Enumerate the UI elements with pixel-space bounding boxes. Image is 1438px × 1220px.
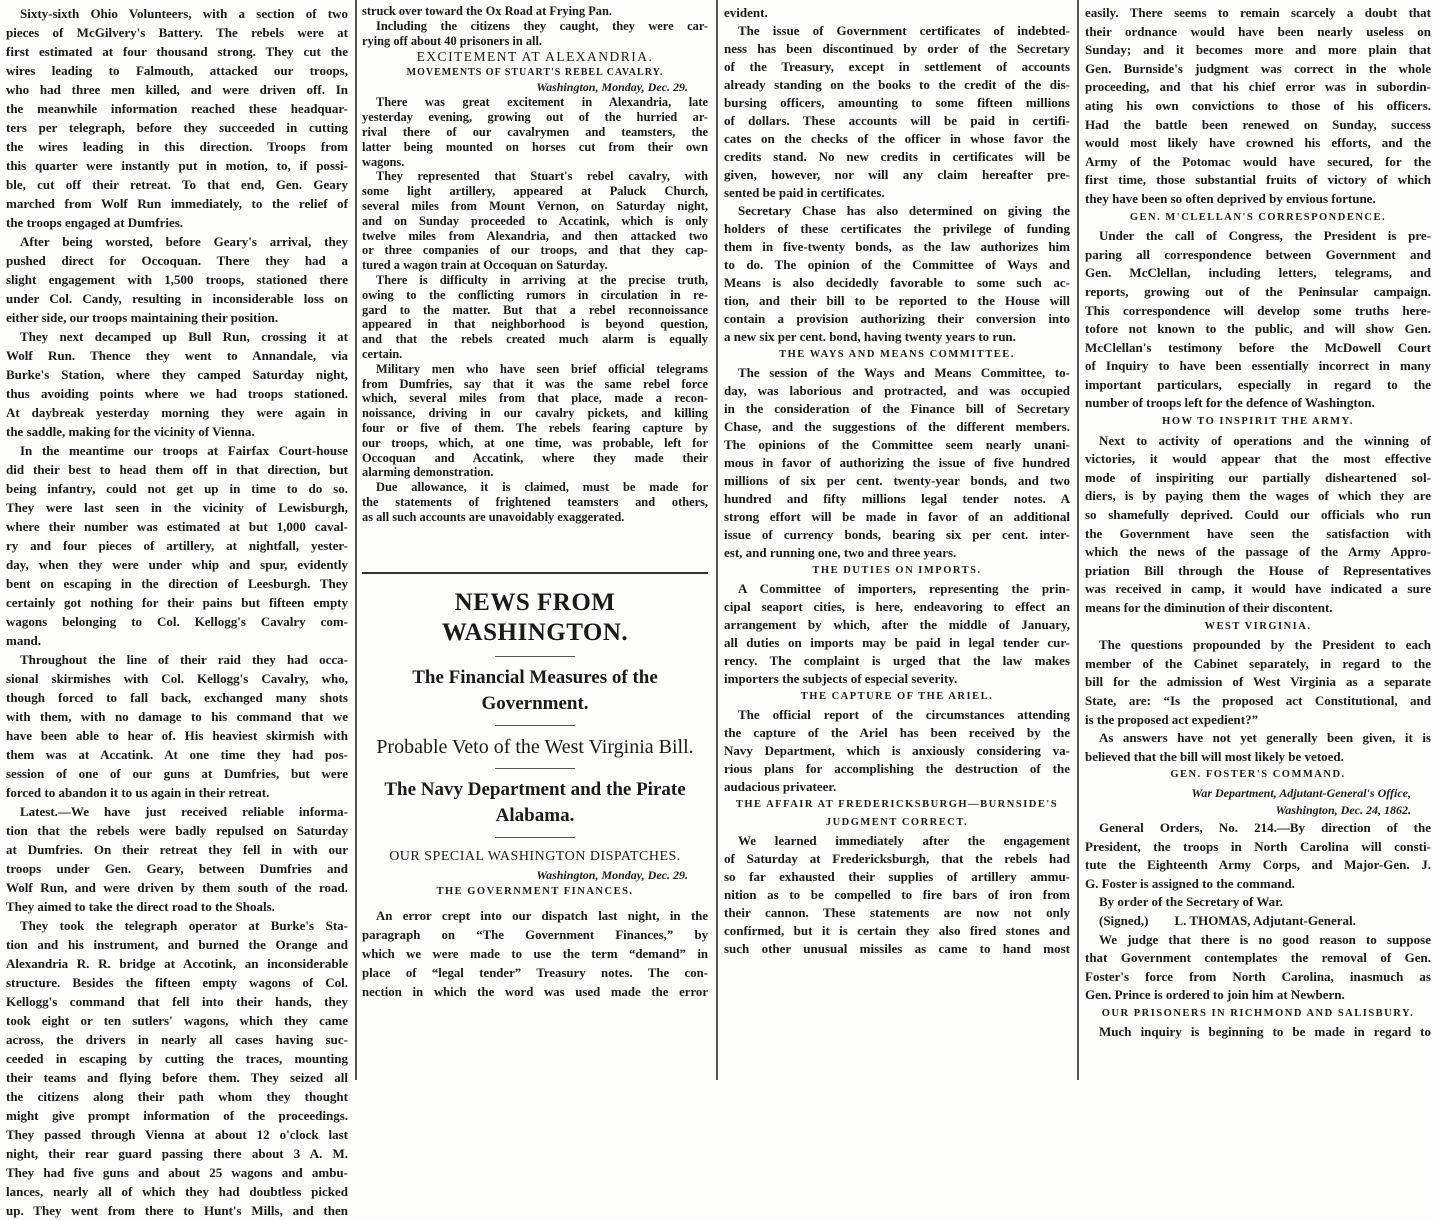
dateline: Washington, Monday, Dec. 29. bbox=[536, 868, 688, 882]
text-line: The questions propounded by the President to each bbox=[1099, 637, 1431, 653]
text-line: wagons belonging to Col. Kellogg's Cavalry com- bbox=[6, 614, 348, 629]
subheading: GEN. FOSTER'S COMMAND. bbox=[1170, 769, 1346, 781]
text-line: latter being mounted on horses cut from their own bbox=[362, 139, 708, 154]
text-line: tute the Eighteenth Army Corps, and Major-Gen. J. bbox=[1085, 857, 1431, 873]
text-line: ating his own convictions to those of his officers. bbox=[1085, 97, 1431, 113]
dateline: War Department, Adjutant-General's Office, bbox=[1191, 785, 1411, 800]
text-line: and that the rebels created much alarm is equally bbox=[362, 332, 708, 347]
text-line: issue of currency bonds, bearing six per cent. inter- bbox=[724, 527, 1070, 542]
paragraph bbox=[1085, 432, 1431, 618]
text-line: Throughout the line of their raid they had occa- bbox=[20, 652, 348, 667]
text-line: which the news of the passage of the Army Appro- bbox=[1085, 544, 1431, 560]
text-line: already standing on the books to the credit of the dis- bbox=[724, 77, 1070, 92]
subheading: JUDGMENT CORRECT. bbox=[825, 817, 969, 828]
paragraph bbox=[362, 907, 708, 1002]
text-line: where their number was estimated at but 1,000 caval- bbox=[6, 519, 348, 534]
text-line: have been able to hear of. His heaviest skirmish with bbox=[6, 728, 348, 743]
text-line: to do. The opinion of the Committee of Ways and bbox=[724, 257, 1070, 272]
text-line: wires leading to Falmouth, attacked our troops, bbox=[6, 63, 348, 78]
text-line: important particulars, especially in regard to the bbox=[1085, 376, 1431, 392]
text-line: their cannon. These statements are now not only bbox=[724, 905, 1070, 920]
paragraph bbox=[362, 273, 708, 362]
text-line: After being worsted, before Geary's arrival, they bbox=[20, 234, 348, 249]
text-line: rival there of our cavalrymen and teamsters, the bbox=[362, 124, 708, 139]
text-line: the capture of the Ariel has been received by the bbox=[724, 725, 1070, 740]
text-line: strong effort will be made in favor of an additional bbox=[724, 509, 1070, 524]
text-line: with them, with no damage to his command that we bbox=[6, 709, 348, 724]
text-line: up. They went from there to Hunt's Mills, and then bbox=[6, 1203, 348, 1218]
text-line: appeared in that neighborhood is beyond question, bbox=[362, 317, 708, 332]
text-line: sional skirmishes with Col. Kellogg's Cavalry, who, bbox=[6, 671, 348, 686]
paragraph bbox=[724, 706, 1070, 796]
paragraph bbox=[1085, 1023, 1431, 1042]
text-line: We learned immediately after the engagement bbox=[738, 833, 1070, 848]
subheading: OUR PRISONERS IN RICHMOND AND SALISBURY. bbox=[1101, 1007, 1415, 1019]
text-line: so far exhausted their supplies of artillery ammu- bbox=[724, 869, 1070, 884]
text-line: Much inquiry is beginning to be made in regard to bbox=[1099, 1024, 1431, 1040]
text-line: thus avoiding points where we had troops stationed. bbox=[6, 386, 348, 401]
text-line: ters per telegraph, before they succeeded in cutting bbox=[6, 120, 348, 135]
text-line: By order of the Secretary of War. bbox=[1099, 894, 1284, 910]
text-line: rious plans for accomplishing the destruction of the bbox=[724, 761, 1070, 776]
text-line: day, was laborious and protracted, and was occupied bbox=[724, 383, 1070, 398]
text-line: proceeding, and that his chief error was in subordin- bbox=[1085, 79, 1431, 95]
text-line: Gen. Burnside's judgment was correct in the whole bbox=[1085, 60, 1431, 76]
paragraph bbox=[6, 916, 348, 1220]
subheading: WEST VIRGINIA. bbox=[1204, 620, 1312, 632]
text-line: bent on escaping in the direction of Leesburgh. They bbox=[6, 576, 348, 591]
paragraph bbox=[6, 802, 348, 916]
text-line: of the Treasury, except in settlement of accounts bbox=[724, 59, 1070, 74]
text-line: night, their rear guard passing there about 3 A. M. bbox=[6, 1146, 348, 1161]
text-line: the statements of frightened teamsters and others, bbox=[362, 494, 708, 509]
text-line: pushed direct for Occoquan. There they had a bbox=[6, 253, 348, 268]
divider bbox=[495, 768, 575, 769]
paragraph bbox=[6, 650, 348, 802]
text-line: paring all correspondence between Government and bbox=[1085, 246, 1431, 262]
text-line: which, several miles from that place, made a recon- bbox=[362, 391, 708, 406]
text-line: slight engagement with 1,500 troops, stationed there bbox=[6, 272, 348, 287]
text-line: forced to abandon it to us again in their retreat. bbox=[6, 785, 270, 800]
paragraph bbox=[1085, 893, 1431, 912]
text-line: Kellogg's command that fell into their hands, they bbox=[6, 994, 348, 1009]
text-line: contain a provision authorizing their conversion into bbox=[724, 311, 1070, 326]
paragraph bbox=[724, 832, 1070, 958]
text-line: the troops engaged at Dumfries. bbox=[6, 215, 184, 230]
text-line: They aimed to take the direct road to the Shoals. bbox=[6, 899, 275, 914]
text-line: hundred and fifty millions legal tender notes. A bbox=[724, 491, 1070, 506]
text-line: victories, it would appear that the most effective bbox=[1085, 451, 1431, 467]
text-line: G. Foster is assigned to the command. bbox=[1085, 875, 1295, 891]
text-line: sented be paid in certificates. bbox=[724, 185, 885, 200]
text-line: under Col. Candy, resulting in inconsiderable loss on bbox=[6, 291, 348, 306]
text-line: cipal seaport cities, is here, endeavoring to effect an bbox=[724, 599, 1070, 614]
text-line: wagons. bbox=[362, 154, 405, 169]
text-line: The issue of Government certificates of indebted- bbox=[738, 23, 1070, 38]
text-line: in the consideration of the Finance bill of Secretary bbox=[724, 401, 1070, 416]
article-subheading: MOVEMENTS OF STUART'S REBEL CAVALRY. bbox=[406, 67, 664, 79]
text-line: them in five-twenty bonds, as the law authorizes him bbox=[724, 239, 1070, 254]
text-line: An error crept into our dispatch last night, in the bbox=[376, 909, 708, 923]
text-line: Foster's force from North Carolina, inasmuch as bbox=[1085, 968, 1431, 984]
text-line: millions of six per cent. twenty-year bonds, and two bbox=[724, 473, 1070, 488]
deck-headline: The Navy Department and the Pirate Alabama. bbox=[384, 779, 686, 826]
text-line: and on Sunday proceeded to Accatink, which is only bbox=[362, 213, 708, 228]
text-line: ness has been discontinued by order of the Secretary bbox=[724, 41, 1070, 56]
text-line: such other unusual missiles as came to hand most bbox=[724, 941, 1070, 956]
column-rule bbox=[1077, 0, 1079, 1080]
article-headline: EXCITEMENT AT ALEXANDRIA. bbox=[416, 49, 654, 65]
divider bbox=[495, 725, 575, 726]
text-line: the Government have seen the satisfaction with bbox=[1085, 525, 1431, 541]
text-line: of Inquiry to have been essentially incorrect in many bbox=[1085, 358, 1431, 374]
text-line: nition as to be compelled to fire bars of iron from bbox=[724, 887, 1070, 902]
text-line: tion and his instrument, and burned the Orange and bbox=[6, 937, 348, 952]
text-line: the citizens along their path whom they thought bbox=[6, 1089, 348, 1104]
subheading: HOW TO INSPIRIT THE ARMY. bbox=[1162, 416, 1354, 428]
alexandria-article bbox=[362, 4, 708, 525]
text-line: mode of inspiriting our partially disheartened sol- bbox=[1085, 469, 1431, 485]
text-line: They had five guns and about 25 wagons and ambu- bbox=[6, 1165, 348, 1180]
text-line: means for the diminution of their discontent. bbox=[1085, 600, 1333, 615]
signature: (Signed,) L. THOMAS, Adjutant-General. bbox=[1099, 912, 1356, 928]
text-line: first estimated at four thousand strong. They cut the bbox=[6, 44, 348, 59]
text-line: four or five of them. The rebels fearing capture by bbox=[362, 420, 708, 435]
text-line: pieces of McGilvery's Battery. The rebels were at bbox=[6, 25, 348, 40]
text-line: so shamefully deprived. Could our officials who run bbox=[1085, 507, 1431, 523]
text-line: they have been so often deprived by envious fortune. bbox=[1085, 190, 1376, 206]
text-line: marched from Wolf Run immediately, to the relief of bbox=[6, 196, 348, 211]
dateline: Washington, Monday, Dec. 29. bbox=[536, 80, 688, 95]
text-line: Chase, and the suggestions of the different members. bbox=[724, 419, 1070, 434]
paragraph bbox=[362, 169, 708, 273]
text-line: owing to the conflicting rumors in circulation in re- bbox=[362, 287, 708, 302]
column-rule bbox=[716, 0, 718, 1080]
text-line: the wires leading in this direction. Troops from bbox=[6, 139, 348, 154]
deck-headline: Probable Veto of the West Virginia Bill. bbox=[376, 736, 694, 758]
subheading: THE AFFAIR AT FREDERICKSBURGH—BURNSIDE'S bbox=[735, 799, 1059, 810]
text-line: at Dumfries. On their retreat they fell in with our bbox=[6, 842, 348, 857]
paragraph bbox=[724, 22, 1070, 202]
text-line: Wolf Run, and were driven by them south of the road. bbox=[6, 880, 348, 895]
text-line: Gen. McClellan, including letters, telegrams, and bbox=[1085, 265, 1431, 281]
text-line: Due allowance, it is claimed, must be made for bbox=[376, 480, 708, 495]
text-line: Gen. Prince is ordered to join him at Newbern. bbox=[1085, 987, 1345, 1003]
paragraph bbox=[362, 480, 708, 524]
text-line: Latest.—We have just received reliable informa- bbox=[20, 804, 348, 819]
text-line: day, when they were under whip and spur, evidently bbox=[6, 557, 348, 572]
text-line: diers, is by paying them the wages of which they are bbox=[1085, 488, 1431, 504]
text-line: their teams and flying before them. They seized all bbox=[6, 1070, 348, 1085]
paragraph bbox=[362, 362, 708, 480]
text-line: Alexandria R. R. bridge at Accotink, an inconsiderable bbox=[6, 956, 348, 971]
text-line: A Committee of importers, representing the prin- bbox=[738, 581, 1070, 596]
text-line: They passed through Vienna at about 12 o'clock last bbox=[6, 1127, 348, 1142]
text-line: their ordnance would have been nearly useless on bbox=[1085, 23, 1431, 39]
text-line: We judge that there is no good reason to suppose bbox=[1099, 931, 1431, 947]
paragraph bbox=[1085, 636, 1431, 729]
subheading: GEN. M'CLELLAN'S CORRESPONDENCE. bbox=[1129, 211, 1387, 223]
text-line: rency. The complaint is urged that the law makes bbox=[724, 653, 1070, 668]
text-line: cates on the checks of the officer in whose favor the bbox=[724, 131, 1070, 146]
text-line: is the proposed act expedient?” bbox=[1085, 711, 1259, 727]
text-line: They took the telegraph operator at Burke's Sta- bbox=[20, 918, 348, 933]
text-line: the meanwhile information reached these headquar- bbox=[6, 101, 348, 116]
section-headline: NEWS FROM WASHINGTON. bbox=[441, 589, 629, 646]
subheading: THE DUTIES ON IMPORTS. bbox=[812, 565, 982, 576]
text-line: gard to the matter. But that a rebel reconnoissance bbox=[362, 302, 708, 317]
paragraph bbox=[6, 327, 348, 441]
text-line: The opinions of the Committee seem nearly unani- bbox=[724, 437, 1070, 452]
text-line: priation Bill through the House of Representatives bbox=[1085, 562, 1431, 578]
text-line: this quarter were instantly put in motion, to, if possi- bbox=[6, 158, 348, 173]
text-line: bill for the admission of West Virginia as a separate bbox=[1085, 674, 1431, 690]
text-line: Under the call of Congress, the President is pre- bbox=[1099, 228, 1431, 244]
text-line: either side, our troops maintaining their position. bbox=[6, 310, 279, 325]
text-line: Burke's Station, where they camped Saturday night, bbox=[6, 367, 348, 382]
text-line: evident. bbox=[724, 5, 768, 20]
text-line: easily. There seems to remain scarcely a doubt that bbox=[1085, 5, 1431, 20]
deck-headline: The Financial Measures of the Government. bbox=[412, 667, 658, 714]
text-line: given, however, nor will any claim hereafter pre- bbox=[724, 167, 1070, 182]
text-line: arrangement by which, after the middle of January, bbox=[724, 617, 1070, 632]
text-line: tofore not known to the public, and will show Gen. bbox=[1085, 321, 1431, 337]
text-line: Occoquan and Accatink, where they made their bbox=[362, 450, 708, 465]
paragraph bbox=[724, 364, 1070, 562]
text-line: mous in favor of authorizing the issue of five hundred bbox=[724, 455, 1070, 470]
text-line: They were last seen in the vicinity of Lewisburgh, bbox=[6, 500, 348, 515]
text-line: Wolf Run. Thence they went to Annandale, via bbox=[6, 348, 348, 363]
text-line: our troops, which, at one time, was probable, left for bbox=[362, 435, 708, 450]
text-line: was received in camp, it would have indicated a sure bbox=[1085, 581, 1431, 597]
text-line: credits stand. No new credits in certificates will be bbox=[724, 149, 1070, 164]
text-line: Next to activity of operations and the winning of bbox=[1099, 432, 1431, 448]
text-line: audacious privateer. bbox=[724, 779, 837, 794]
text-line: tion that the rebels were badly repulsed on Saturday bbox=[6, 823, 348, 838]
text-line: as all such accounts are unavoidably exaggerated. bbox=[362, 509, 625, 524]
text-line: holders of these certificates the privilege of funding bbox=[724, 221, 1070, 236]
column-2 bbox=[362, 4, 708, 1064]
text-line: At daybreak yesterday morning they were again in bbox=[6, 405, 348, 420]
text-line: bursing officers, amounting to some fifteen millions bbox=[724, 95, 1070, 110]
paragraph bbox=[1085, 729, 1431, 766]
text-line: In the meantime our troops at Fairfax Court-house bbox=[20, 443, 348, 458]
paragraph bbox=[1085, 4, 1431, 209]
text-line: As answers have not yet generally been given, it is bbox=[1099, 730, 1431, 746]
text-line: ceeded in escaping by cutting the traces, mounting bbox=[6, 1051, 348, 1066]
text-line: Had the battle been renewed on Sunday, success bbox=[1085, 116, 1431, 132]
text-line: Means is also decidedly favorable to some such ac- bbox=[724, 275, 1070, 290]
paragraph bbox=[362, 95, 708, 169]
text-line: who had three men killed, and were driven off. In bbox=[6, 82, 348, 97]
text-line: Secretary Chase has also determined on giving the bbox=[738, 203, 1070, 218]
text-line: President, the troops in North Carolina will consti- bbox=[1085, 838, 1431, 854]
paragraph bbox=[724, 202, 1070, 346]
text-line: This correspondence will develop some truths here- bbox=[1085, 302, 1431, 318]
text-line: several miles from Mount Vernon, on Saturday night, bbox=[362, 198, 708, 213]
text-line: twelve miles from Alexandria, and then attacked two bbox=[362, 228, 708, 243]
divider bbox=[495, 837, 575, 838]
text-line: Army of the Potomac would have secured, for the bbox=[1085, 153, 1431, 169]
text-line: The official report of the circumstances attending bbox=[738, 707, 1070, 722]
text-line: might give prompt information of the proceedings. bbox=[6, 1108, 348, 1123]
paragraph bbox=[362, 4, 708, 19]
text-line: yesterday evening, growing out of the hurried ar- bbox=[362, 110, 708, 125]
text-line: McClellan's testimony before the McDowell Court bbox=[1085, 339, 1431, 355]
text-line: believed that the bill will most likely be vetoed. bbox=[1085, 748, 1344, 764]
text-line: took eight or ten sutlers' wagons, which they came bbox=[6, 1013, 348, 1028]
text-line: tured a wagon train at Occoquan on Saturday. bbox=[362, 258, 608, 273]
text-line: The session of the Ways and Means Committee, to- bbox=[738, 365, 1070, 380]
paragraph bbox=[724, 580, 1070, 688]
text-line: struck over toward the Ox Road at Frying Pan. bbox=[362, 4, 612, 18]
text-line: Sunday; and it becomes more and more plain that bbox=[1085, 42, 1431, 58]
text-line: a new six per cent. bond, having twenty years to run. bbox=[724, 329, 1016, 344]
text-line: Including the citizens they caught, they were car- bbox=[376, 18, 708, 33]
text-line: them was at Accatink. At one time they had pos- bbox=[6, 747, 348, 762]
text-line: certain. bbox=[362, 346, 403, 361]
text-line: Military men who have seen brief official telegrams bbox=[376, 361, 708, 376]
text-line: the saddle, making for the vicinity of Vienna. bbox=[6, 424, 255, 439]
text-line: confirmed, but it is certain they also fired stones and bbox=[724, 923, 1070, 938]
text-line: that Government contemplates the removal of Gen. bbox=[1085, 950, 1431, 966]
text-line: member of the Cabinet separately, in regard to the bbox=[1085, 655, 1431, 671]
text-line: tion, and their bill to be reported to the House will bbox=[724, 293, 1070, 308]
text-line: would most likely have crowned his efforts, and the bbox=[1085, 135, 1431, 151]
text-line: or three companies of our troops, and that they cap- bbox=[362, 243, 708, 258]
text-line: from Dumfries, say that it was the same rebel force bbox=[362, 376, 708, 391]
text-line: reports, growing out of the Peninsular campaign. bbox=[1085, 283, 1431, 299]
text-line: though forced to fall back, exchanged many shots bbox=[6, 690, 348, 705]
text-line: lances, nearly all of which they had doubtless picked bbox=[6, 1184, 348, 1199]
text-line: session of one of our guns at Dumfries, but were bbox=[6, 766, 348, 781]
text-line: ry and four pieces of artillery, at nightfall, yester- bbox=[6, 538, 348, 553]
text-line: Sixty-sixth Ohio Volunteers, with a section of two bbox=[20, 6, 348, 21]
text-line: first time, those substantial fruits of victory of which bbox=[1085, 172, 1431, 188]
text-line: They represented that Stuart's rebel cavalry, with bbox=[376, 169, 708, 184]
text-line: paragraph on “The Government Finances,” by bbox=[362, 928, 708, 942]
subheading: THE CAPTURE OF THE ARIEL. bbox=[800, 691, 994, 702]
text-line: some light artillery, appeared at Paluck Church, bbox=[362, 184, 708, 199]
text-line: Navy Department, which is anxiously considering va- bbox=[724, 743, 1070, 758]
subheading: THE WAYS AND MEANS COMMITTEE. bbox=[779, 349, 1015, 360]
divider bbox=[495, 656, 575, 657]
text-line: ble, cut off their retreat. To that end, Gen. Geary bbox=[6, 177, 348, 192]
text-line: est, and running one, two and three years. bbox=[724, 545, 957, 560]
column-rule bbox=[355, 0, 357, 1080]
subheading: THE GOVERNMENT FINANCES. bbox=[436, 886, 634, 897]
paragraph bbox=[1085, 227, 1431, 413]
text-line: which we were made to use the term “demand” in bbox=[362, 947, 708, 961]
text-line: structure. Besides the fifteen empty wagons of Col. bbox=[6, 975, 348, 990]
dispatch-heading: OUR SPECIAL WASHINGTON DISPATCHES. bbox=[389, 849, 681, 864]
text-line: did their best to head them off in that direction, but bbox=[6, 462, 348, 477]
text-line: of dollars. These accounts will be paid in certifi- bbox=[724, 113, 1070, 128]
text-line: being infantry, could not get up in time to do so. bbox=[6, 481, 348, 496]
paragraph bbox=[6, 232, 348, 327]
text-line: There was great excitement in Alexandria, late bbox=[376, 95, 708, 110]
text-line: rying off about 40 prisoners in all. bbox=[362, 33, 543, 48]
column-1 bbox=[6, 4, 348, 1220]
text-line: nection in which the word was used made the error bbox=[362, 985, 708, 999]
text-line: mand. bbox=[6, 633, 42, 648]
paragraph bbox=[724, 4, 1070, 22]
paragraph bbox=[362, 19, 708, 49]
text-line: troops under Gen. Geary, between Dumfries and bbox=[6, 861, 348, 876]
news-from-washington-section bbox=[362, 572, 708, 1002]
text-line: importers the subjects of especial severity. bbox=[724, 671, 958, 686]
paragraph bbox=[1085, 819, 1431, 893]
text-line: of Saturday at Fredericksburgh, that the rebels had bbox=[724, 851, 1070, 866]
text-line: General Orders, No. 214.—By direction of the bbox=[1099, 819, 1431, 835]
text-line: place of “legal tender” Treasury notes. The con- bbox=[362, 966, 708, 980]
column-3 bbox=[724, 4, 1070, 958]
text-line: all duties on imports may be paid in legal tender cur- bbox=[724, 635, 1070, 650]
text-line: certainly got nothing for their pains but fifteen empty bbox=[6, 595, 348, 610]
text-line: across, the drivers in nearly all cases having suc- bbox=[6, 1032, 348, 1047]
paragraph bbox=[6, 441, 348, 650]
text-line: noissance, driving in our cavalry pickets, and killing bbox=[362, 406, 708, 421]
text-line: alarming demonstration. bbox=[362, 465, 494, 480]
dateline: Washington, Dec. 24, 1862. bbox=[1275, 802, 1411, 817]
text-line: number of troops left for the defence of Washington. bbox=[1085, 395, 1375, 411]
text-line: They next decamped up Bull Run, crossing it at bbox=[20, 329, 348, 344]
column-4 bbox=[1085, 4, 1431, 1042]
text-line: State, are: “Is the proposed act Constitutional, and bbox=[1085, 692, 1431, 708]
text-line: There is difficulty in arriving at the precise truth, bbox=[376, 272, 708, 287]
paragraph bbox=[6, 4, 348, 232]
paragraph bbox=[1085, 931, 1431, 1005]
